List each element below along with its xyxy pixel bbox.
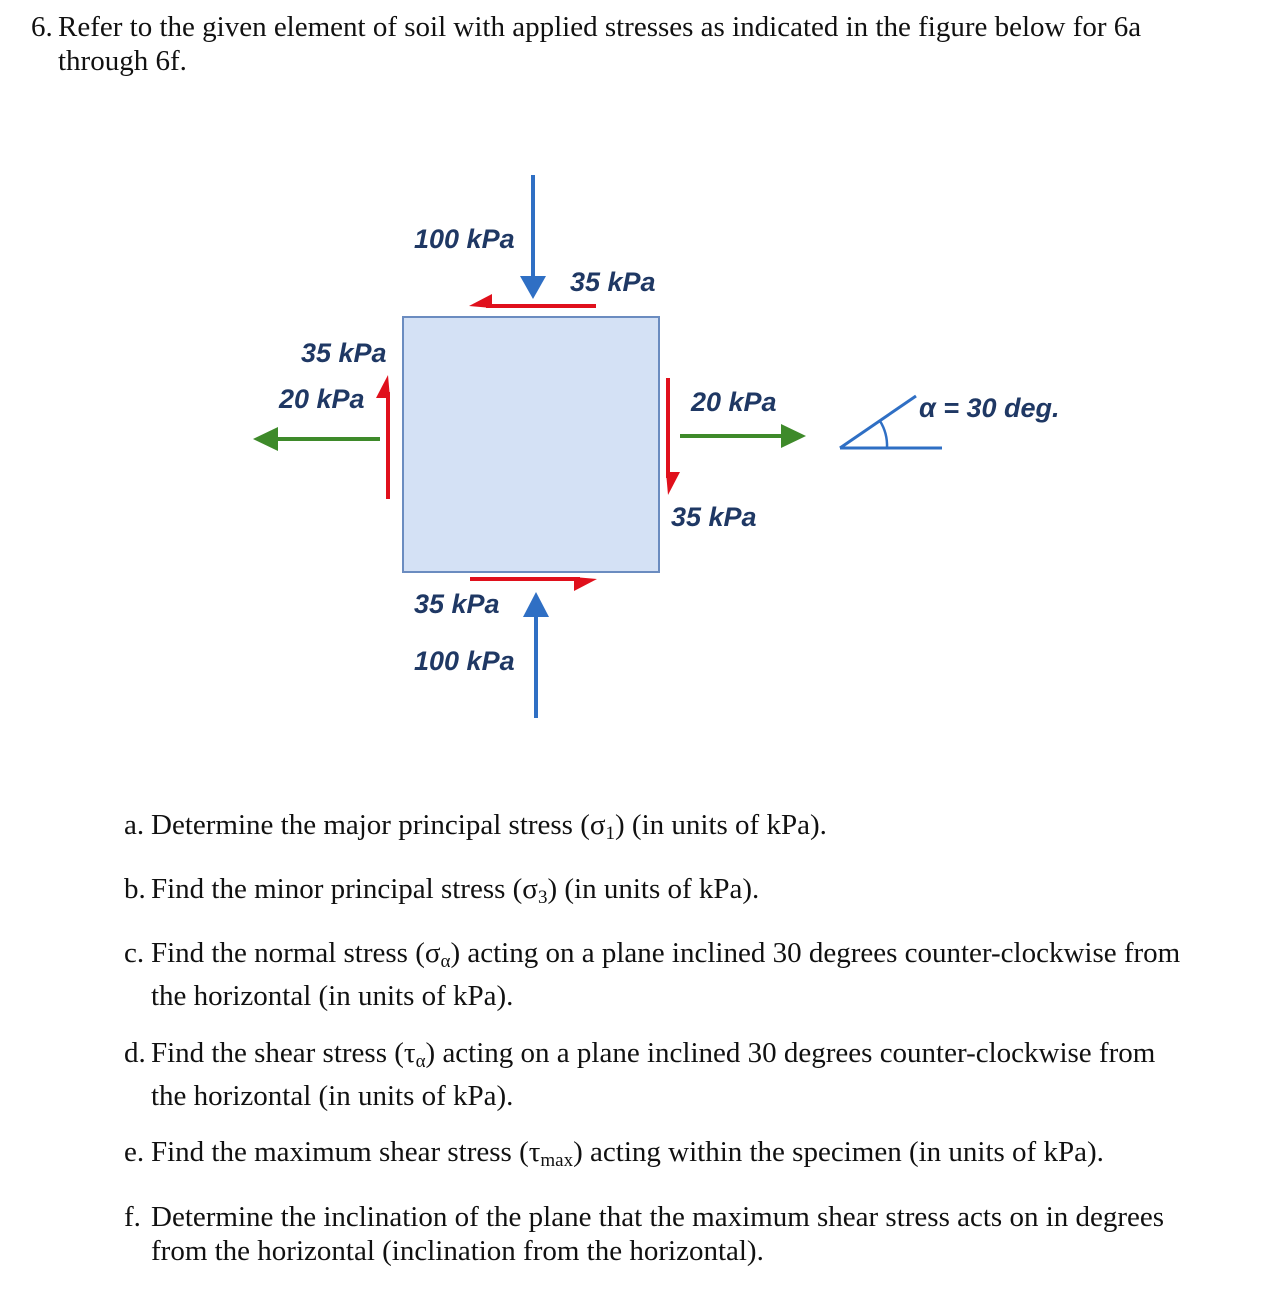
question-text: Determine the major principal stress (σ: [151, 809, 606, 841]
intro-line-1: Refer to the given element of soil with applied stresses as indicated in the figure below for 6a: [58, 11, 1142, 43]
bottom-normal-arrow: [523, 592, 549, 718]
problem-number: 6.: [31, 11, 53, 43]
angle-label: α = 30 deg.: [919, 393, 1060, 423]
question-e: [124, 1135, 1234, 1178]
right-normal-label: 20 kPa: [691, 387, 777, 417]
question-b: [124, 872, 1234, 915]
question-subscript: 1: [605, 823, 616, 844]
question-text: Find the shear stress (τ: [151, 1037, 416, 1069]
left-normal-label: 20 kPa: [279, 384, 365, 414]
question-continuation: the horizontal (in units of kPa).: [151, 980, 514, 1012]
question-subscript: α: [440, 951, 451, 972]
question-label: c.: [124, 937, 145, 969]
top-normal-arrow: [520, 175, 546, 299]
left-normal-arrow: [253, 427, 380, 451]
bottom-shear-label: 35 kPa: [414, 589, 500, 619]
bottom-normal-label: 100 kPa: [414, 646, 515, 676]
question-f: [124, 1200, 1234, 1268]
question-text-end: ) (in units of kPa).: [547, 873, 760, 905]
question-label: f.: [124, 1201, 141, 1233]
question-text: Find the maximum shear stress (τ: [151, 1136, 541, 1168]
question-text-end: ) acting on a plane inclined 30 degrees counter-clockwise from: [450, 937, 1181, 969]
question-continuation: from the horizontal (inclination from the horizontal).: [151, 1235, 764, 1267]
question-text-end: ) (in units of kPa).: [615, 809, 827, 841]
question-text: Find the normal stress (σ: [151, 937, 441, 969]
question-label: a.: [124, 809, 145, 841]
right-shear-label: 35 kPa: [671, 502, 757, 532]
question-d: [124, 1036, 1234, 1113]
question-subscript: max: [540, 1150, 574, 1171]
question-text: Find the minor principal stress (σ: [151, 873, 538, 905]
question-label: d.: [124, 1037, 146, 1069]
question-subscript: 3: [537, 887, 548, 908]
question-text: Determine the inclination of the plane that the maximum shear stress acts on in degrees: [151, 1201, 1165, 1233]
question-subscript: α: [415, 1051, 426, 1072]
top-shear-label: 35 kPa: [570, 267, 656, 297]
question-label: b.: [124, 873, 146, 905]
soil-element: [403, 317, 659, 572]
top-normal-label: 100 kPa: [414, 224, 515, 254]
question-continuation: the horizontal (in units of kPa).: [151, 1080, 514, 1112]
left-shear-label: 35 kPa: [301, 338, 387, 368]
right-shear-arrow: [666, 378, 680, 495]
question-text-end: ) acting on a plane inclined 30 degrees counter-clockwise from: [425, 1037, 1156, 1069]
intro-line-2: through 6f.: [58, 45, 187, 77]
right-normal-arrow: [680, 424, 806, 448]
question-text-end: ) acting within the specimen (in units of kPa).: [573, 1136, 1104, 1168]
question-a: [124, 808, 1234, 851]
question-label: e.: [124, 1136, 145, 1168]
question-c: [124, 936, 1234, 1013]
